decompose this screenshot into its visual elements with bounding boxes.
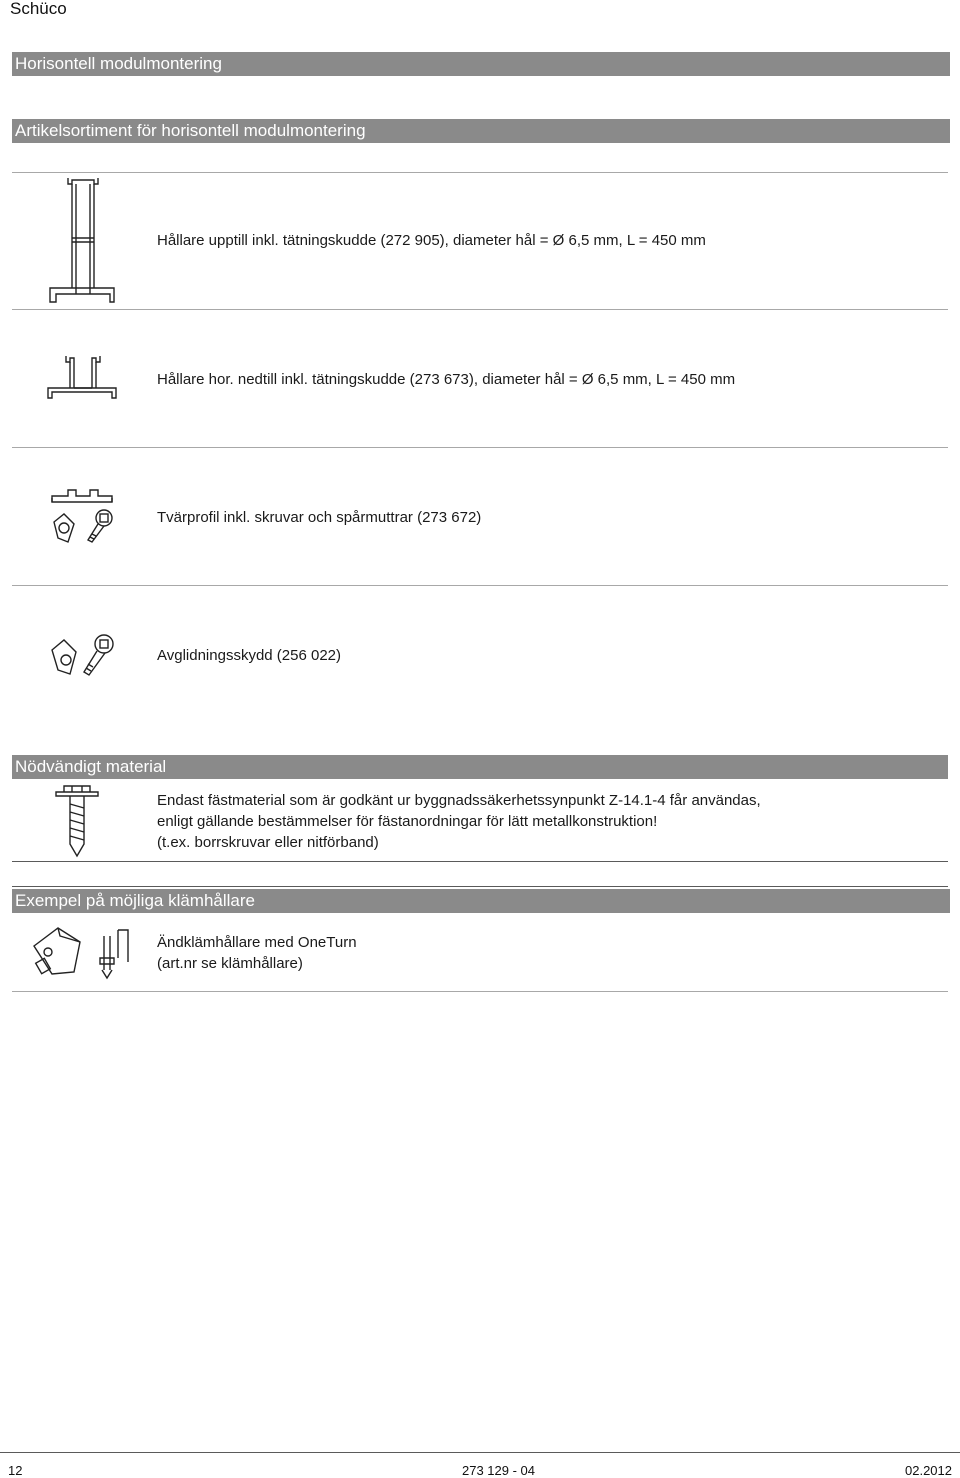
divider bbox=[12, 585, 948, 586]
section-title-assortment bbox=[12, 119, 950, 143]
document-date: 02.2012 bbox=[905, 1463, 952, 1478]
section-title-examples bbox=[12, 889, 950, 913]
lower-holder-profile-icon bbox=[44, 352, 120, 402]
required-text-line: Endast fästmaterial som är godkänt ur byggnadssäkerhetssynpunkt Z-14.1-4 får användas, bbox=[157, 792, 761, 809]
self-drilling-screw-icon bbox=[52, 784, 102, 858]
footer-rule bbox=[0, 1452, 960, 1453]
divider bbox=[12, 886, 948, 887]
section-title-main-text: Horisontell modulmontering bbox=[15, 54, 222, 73]
page-number: 12 bbox=[8, 1463, 23, 1478]
brand-name: Schüco bbox=[10, 0, 67, 18]
section-title-required-text: Nödvändigt material bbox=[15, 757, 167, 776]
item-description: Tvärprofil inkl. skruvar och spårmuttrar (273 672) bbox=[157, 509, 482, 526]
document-number: 273 129 - 04 bbox=[462, 1463, 536, 1478]
divider bbox=[12, 309, 948, 310]
item-description: Hållare hor. nedtill inkl. tätningskudde (273 673), diameter hål = Ø 6,5 mm, L = 450 mm bbox=[157, 371, 736, 388]
section-title-examples-text: Exempel på möjliga klämhållare bbox=[15, 891, 256, 910]
cross-profile-screw-nut-icon bbox=[46, 484, 118, 546]
slide-protection-icon bbox=[46, 628, 118, 680]
example-text-line: Ändklämhållare med OneTurn bbox=[157, 934, 357, 951]
divider bbox=[12, 861, 948, 862]
required-text-line: enligt gällande bestämmelser för fästanordningar för lätt metallkonstruktion! bbox=[157, 813, 658, 830]
bar-edge-mark bbox=[948, 755, 950, 779]
end-clamp-oneturn-icon bbox=[30, 922, 134, 982]
section-title-main bbox=[12, 52, 950, 76]
example-text-line: (art.nr se klämhållare) bbox=[157, 955, 303, 972]
item-description: Avglidningsskydd (256 022) bbox=[157, 647, 342, 664]
divider bbox=[12, 447, 948, 448]
divider bbox=[12, 172, 948, 173]
divider bbox=[12, 991, 948, 992]
required-text-line: (t.ex. borrskruvar eller nitförband) bbox=[157, 834, 379, 851]
item-description: Hållare upptill inkl. tätningskudde (272 905), diameter hål = Ø 6,5 mm, L = 450 mm bbox=[157, 232, 706, 249]
section-title-required bbox=[12, 755, 950, 779]
upper-holder-profile-icon bbox=[46, 176, 118, 306]
section-title-assortment-text: Artikelsortiment för horisontell modulmontering bbox=[15, 121, 366, 140]
